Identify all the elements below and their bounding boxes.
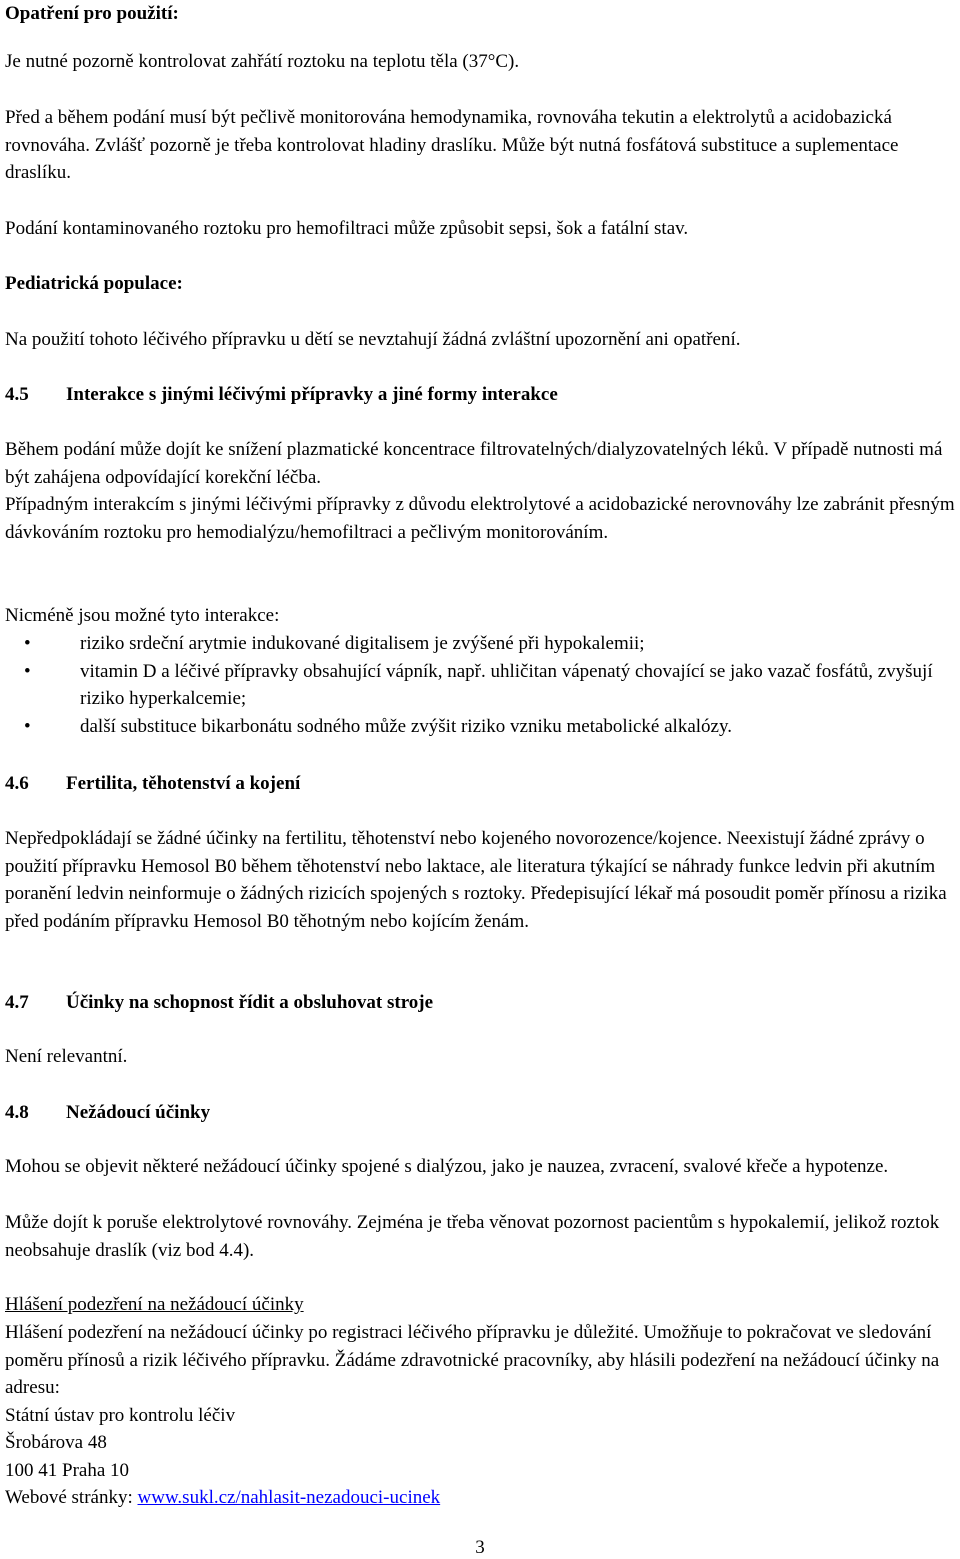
section-number: 4.8 <box>5 1102 29 1123</box>
website-link[interactable]: www.sukl.cz/nahlasit-nezadouci-ucinek <box>137 1487 441 1508</box>
address-line: Státní ústav pro kontrolu léčiv <box>5 1405 236 1426</box>
interactions-list <box>5 630 955 740</box>
section-heading-4-8 <box>5 1099 955 1127</box>
section-number: 4.7 <box>5 992 29 1013</box>
address-line: Šrobárova 48 <box>5 1432 107 1453</box>
website-line <box>5 1484 955 1512</box>
interactions-intro: Nicméně jsou možné tyto interakce: <box>5 605 280 626</box>
page-number: 3 <box>475 1537 485 1558</box>
section-heading-4-6 <box>5 770 955 798</box>
section-heading-4-5 <box>5 381 955 409</box>
pediatric-heading: Pediatrická populace: <box>5 273 183 294</box>
section-title: Účinky na schopnost řídit a obsluhovat stroje <box>66 992 434 1013</box>
bullet-icon: • <box>24 633 31 654</box>
website-label: Webové stránky: <box>5 1487 133 1508</box>
page-number-footer <box>0 1537 960 1559</box>
section-number: 4.5 <box>5 384 29 405</box>
section-heading-4-7 <box>5 989 955 1017</box>
reporting-paragraph: Hlášení podezření na nežádoucí účinky po registraci léčivého přípravku je důležité. Umožňuje to pokračovat ve sledování poměru přínosů a rizik léčivého přípravku. Žádáme zdravotnické pracovníky, aby hlásili podezření na nežádoucí účinky na adresu: <box>5 1322 940 1399</box>
precautions-heading: Opatření pro použití: <box>5 3 179 24</box>
section-title: Fertilita, těhotenství a kojení <box>66 773 301 794</box>
fertility-paragraph: Nepředpokládají se žádné účinky na fertilitu, těhotenství nebo kojeného novorozence/kojence. Neexistují žádné zprávy o použití přípravku Hemosol B0 během těhotenství nebo laktace, ale literatura týkající se náhrady funkce ledvin při akutním poranění ledvin neinformuje o žádných rizicích spojených s roztoky. Předepisující lékař má posoudit poměr přínosu a rizika před podáním přípravku Hemosol B0 těhotným nebo kojícím ženám. <box>5 828 947 932</box>
interactions-paragraph: Případným interakcím s jinými léčivými přípravky z důvodu elektrolytové a acidobazické nerovnováhy lze zabránit přesným dávkováním roztoku pro hemodialýzu/hemofiltraci a pečlivým monitorováním. <box>5 494 955 543</box>
reporting-heading: Hlášení podezření na nežádoucí účinky <box>5 1294 304 1315</box>
section-title: Nežádoucí účinky <box>66 1102 211 1123</box>
list-item: • vitamin D a léčivé přípravky obsahující vápník, např. uhličitan vápenatý chovající se jako vazač fosfátů, zvyšují riziko hyperkalcemie; <box>5 658 955 713</box>
adverse-effects-paragraph: Může dojít k poruše elektrolytové rovnováhy. Zejména je třeba věnovat pozornost pacientům s hypokalemií, jelikož roztok neobsahuje draslík (viz bod 4.4). <box>5 1212 940 1261</box>
list-item: • riziko srdeční arytmie indukované digitalisem je zvýšené při hypokalemii; <box>5 630 955 658</box>
interactions-paragraph: Během podání může dojít ke snížení plazmatické koncentrace filtrovatelných/dialyzovatelných léků. V případě nutnosti má být zahájena odpovídající korekční léčba. <box>5 439 943 488</box>
precautions-paragraph: Před a během podání musí být pečlivě monitorována hemodynamika, rovnováha tekutin a elektrolytů a acidobazická rovnováha. Zvlášť pozorně je třeba kontrolovat hladiny draslíku. Může být nutná fosfátová substituce a suplementace draslíku. <box>5 107 899 184</box>
precautions-paragraph: Podání kontaminovaného roztoku pro hemofiltraci může způsobit sepsi, šok a fatální stav. <box>5 218 689 239</box>
list-item: • další substituce bikarbonátu sodného může zvýšit riziko vzniku metabolické alkalózy. <box>5 713 955 741</box>
precautions-paragraph: Je nutné pozorně kontrolovat zahřátí roztoku na teplotu těla (37°C). <box>5 51 520 72</box>
adverse-effects-paragraph: Mohou se objevit některé nežádoucí účinky spojené s dialýzou, jako je nauzea, zvracení, svalové křeče a hypotenze. <box>5 1156 889 1177</box>
bullet-icon: • <box>24 715 31 737</box>
section-title: Interakce s jinými léčivými přípravky a jiné formy interakce <box>66 384 558 405</box>
driving-paragraph: Není relevantní. <box>5 1046 128 1067</box>
section-number: 4.6 <box>5 773 29 794</box>
address-line: 100 41 Praha 10 <box>5 1460 130 1481</box>
pediatric-paragraph: Na použití tohoto léčivého přípravku u dětí se nevztahují žádná zvláštní upozornění ani opatření. <box>5 329 741 350</box>
bullet-icon: • <box>24 660 31 682</box>
